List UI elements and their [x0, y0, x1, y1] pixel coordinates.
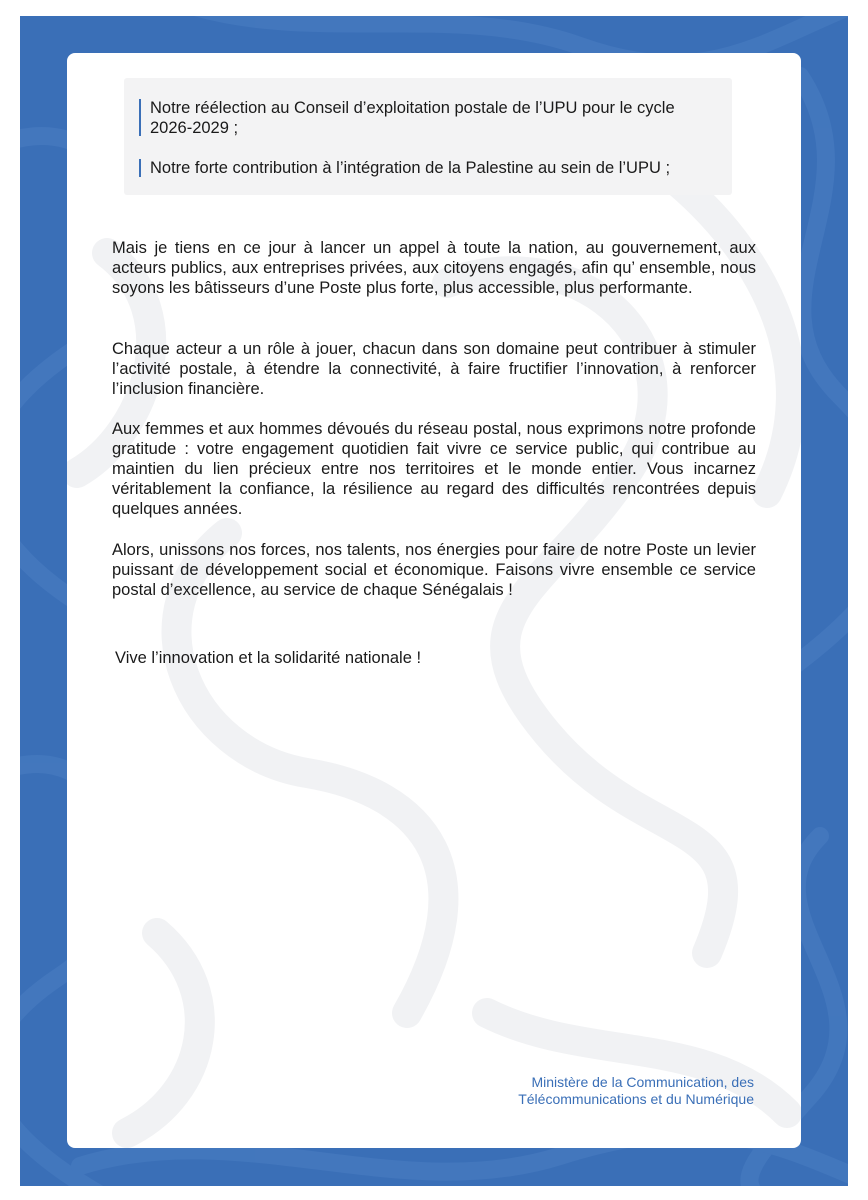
accent-bar [139, 99, 141, 136]
highlight-item [139, 158, 710, 178]
accent-bar [139, 159, 141, 177]
highlights-box [124, 78, 732, 195]
content-card [67, 53, 801, 1148]
signature-line: Ministère de la Communication, des [531, 1074, 754, 1090]
body-paragraph: Chaque acteur a un rôle à jouer, chacun dans son domaine peut contribuer à stimuler l’activité postale, à étendre la connectivité, à faire fructifier l’innovation, à renforcer l’inclusion financière. [112, 340, 756, 398]
highlight-text: Notre forte contribution à l’intégration de la Palestine au sein de l’UPU ; [150, 159, 671, 177]
signature-line: Télécommunications et du Numérique [518, 1091, 754, 1107]
body-paragraph: Mais je tiens en ce jour à lancer un appel à toute la nation, au gouvernement, aux acteurs publics, aux entreprises privées, aux citoyens engagés, afin qu’ ensemble, nous soyons les bâtisseurs d’une Poste plus forte, plus accessible, plus performante. [112, 239, 756, 297]
highlight-item [139, 98, 710, 138]
ministry-signature [518, 1074, 754, 1108]
page-frame [20, 16, 848, 1186]
body-paragraph: Aux femmes et aux hommes dévoués du réseau postal, nous exprimons notre profonde gratitude : votre engagement quotidien fait vivre ce service public, qui contribue au maintien du lien précieux entre nos territoires et le monde entier. Vous incarnez véritablement la confiance, la résilience au regard des difficultés rencontrées depuis quelques années. [112, 420, 756, 518]
card-watermark-pattern [67, 53, 801, 1148]
body-paragraph: Alors, unissons nos forces, nos talents, nos énergies pour faire de notre Poste un levier puissant de développement social et économique. Faisons vivre ensemble ce service postal d’excellence, au service de chaque Sénégalais ! [112, 541, 756, 599]
closing-line: Vive l’innovation et la solidarité nationale ! [115, 649, 422, 667]
highlight-text: Notre réélection au Conseil d’exploitation postale de l’UPU pour le cycle 2026-2029 ; [150, 99, 675, 137]
